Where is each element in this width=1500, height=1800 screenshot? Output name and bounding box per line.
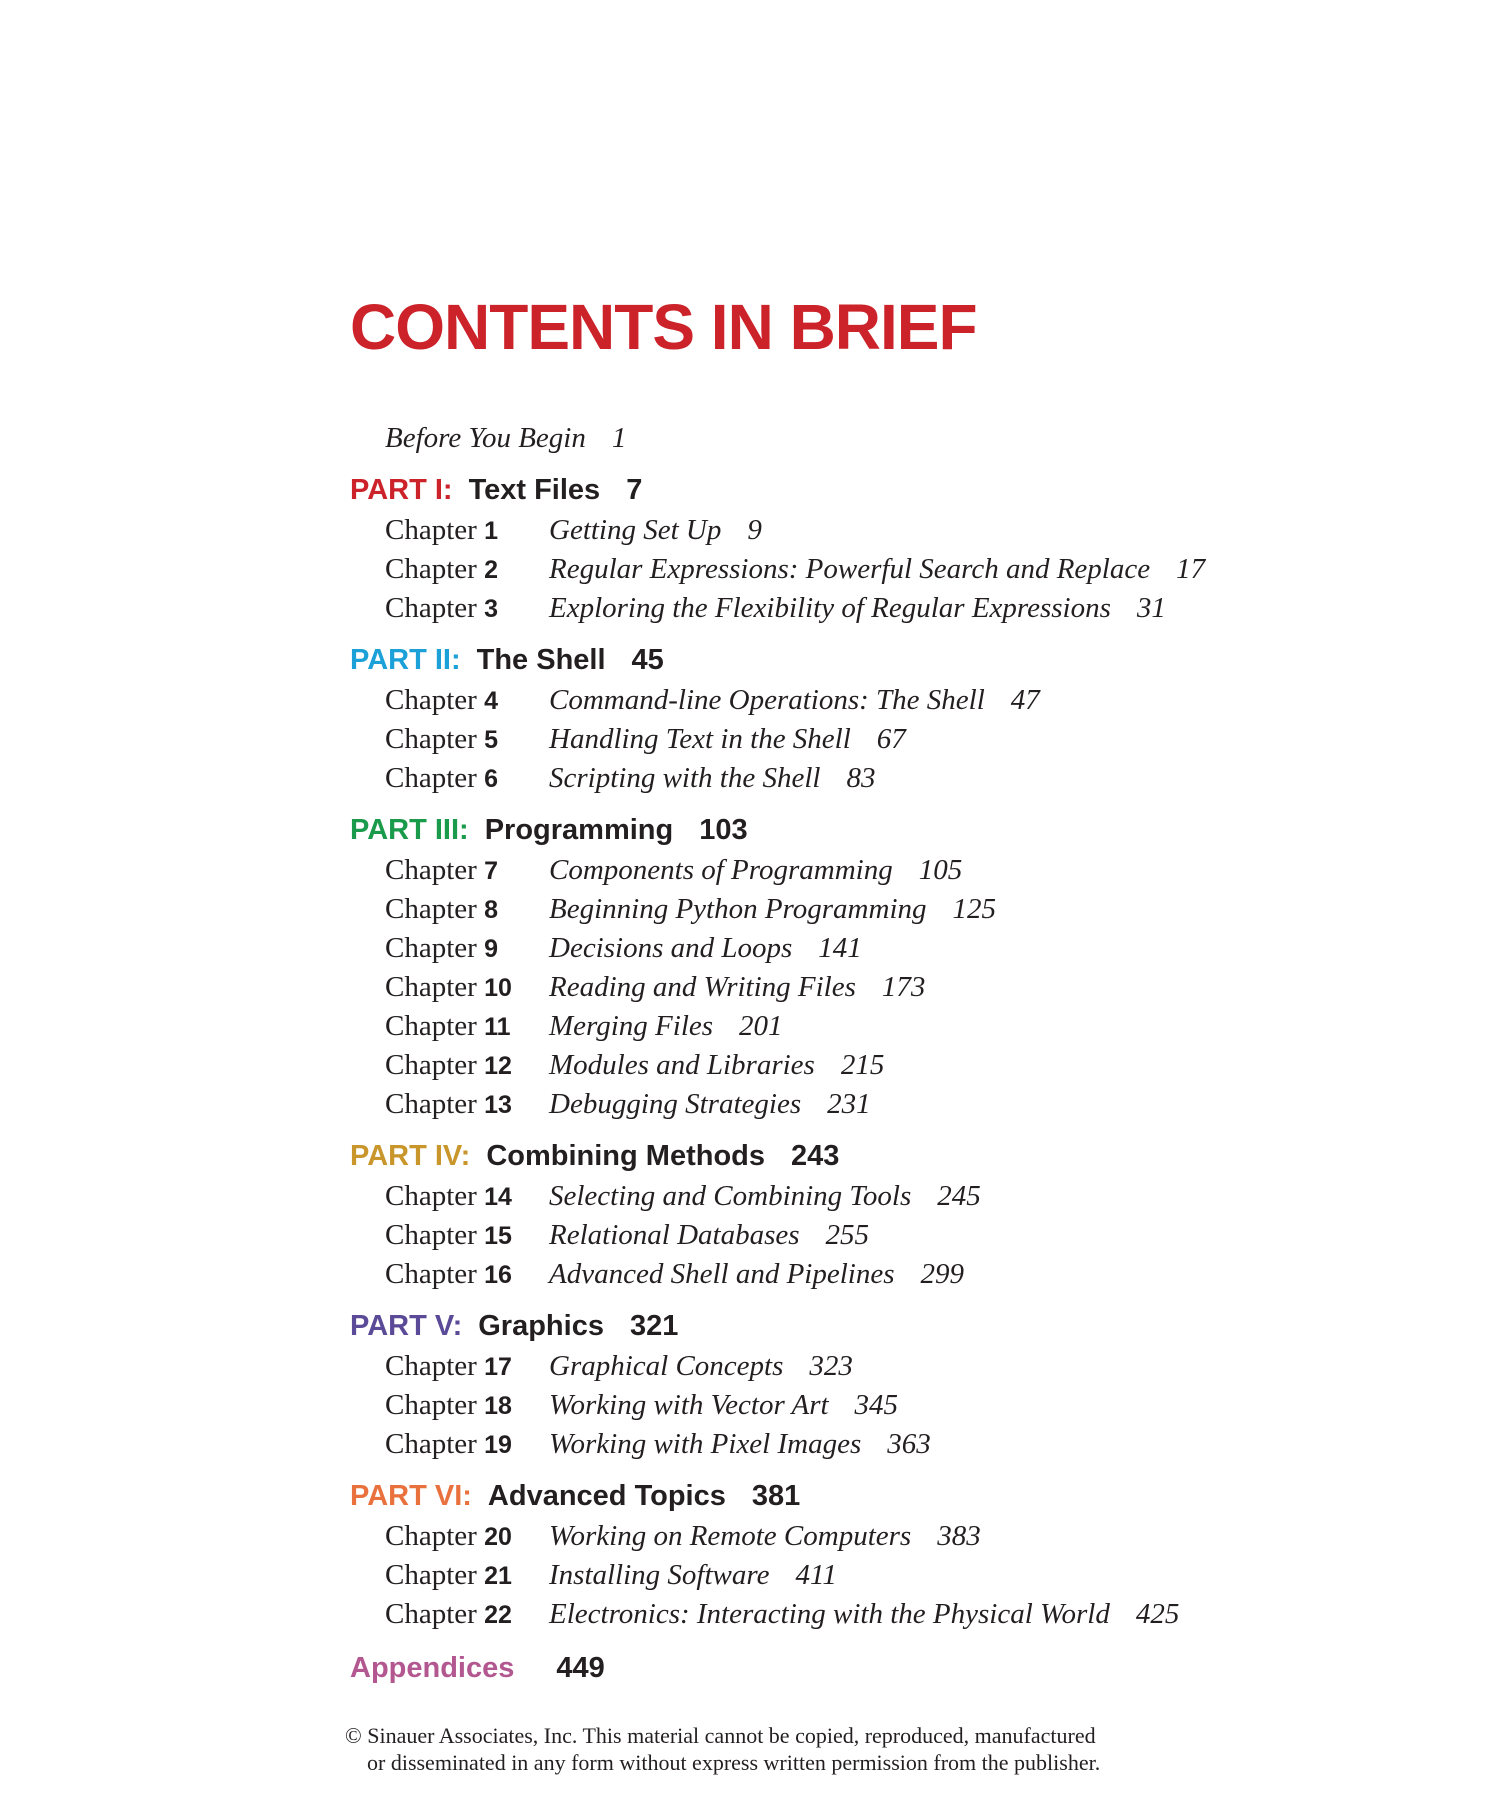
chapter-page: 47 — [1010, 684, 1040, 716]
chapter-label — [385, 1085, 549, 1124]
chapter-word: Chapter — [385, 1049, 477, 1081]
chapter-label — [385, 1347, 549, 1386]
chapter-word: Chapter — [385, 893, 477, 925]
chapter-word: Chapter — [385, 1389, 477, 1421]
chapter-label — [385, 681, 549, 720]
chapter-entry[interactable] — [385, 1216, 1350, 1255]
chapter-number: 8 — [484, 896, 498, 924]
chapter-page: 383 — [937, 1520, 981, 1552]
part-title: Programming — [484, 814, 674, 846]
chapter-number: 16 — [484, 1261, 512, 1289]
intro-page: 1 — [611, 422, 627, 454]
chapter-title: Handling Text in the Shell — [549, 723, 851, 755]
chapter-label — [385, 1556, 549, 1595]
chapter-label — [385, 1425, 549, 1464]
chapter-title: Components of Programming — [549, 854, 893, 886]
parts-list — [350, 469, 1350, 1634]
chapter-entry[interactable] — [385, 720, 1350, 759]
chapter-label — [385, 759, 549, 798]
appendices-page: 449 — [556, 1652, 605, 1684]
intro-title: Before You Begin — [385, 422, 586, 454]
chapter-title: Working with Pixel Images — [549, 1428, 862, 1460]
part-page: 243 — [791, 1140, 840, 1172]
part-label: PART IV: — [350, 1140, 471, 1172]
chapter-word: Chapter — [385, 553, 477, 585]
copyright-line-2: or disseminated in any form without express written permission from the publisher. — [367, 1750, 1101, 1775]
chapter-entry[interactable] — [385, 1595, 1350, 1634]
chapter-entry[interactable] — [385, 929, 1350, 968]
chapter-page: 105 — [918, 854, 963, 886]
chapter-title: Advanced Shell and Pipelines — [549, 1258, 895, 1290]
chapter-number: 3 — [484, 595, 498, 623]
chapter-word: Chapter — [385, 971, 477, 1003]
chapter-label — [385, 851, 549, 890]
chapter-label — [385, 1216, 549, 1255]
chapter-entry[interactable] — [385, 550, 1350, 589]
chapter-title: Reading and Writing Files — [549, 971, 856, 1003]
part-page: 103 — [699, 814, 748, 846]
chapter-title: Getting Set Up — [549, 514, 722, 546]
chapter-number: 22 — [484, 1601, 512, 1629]
part-heading[interactable] — [350, 1135, 1350, 1177]
chapter-word: Chapter — [385, 854, 477, 886]
part-title: Combining Methods — [486, 1140, 765, 1172]
appendices-entry[interactable] — [350, 1647, 1350, 1689]
chapter-label — [385, 589, 549, 628]
chapter-label — [385, 929, 549, 968]
chapter-title: Graphical Concepts — [549, 1350, 784, 1382]
part-heading[interactable] — [350, 469, 1350, 511]
part-label: PART I: — [350, 474, 453, 506]
chapter-title: Exploring the Flexibility of Regular Expressions — [549, 592, 1111, 624]
part-title: Graphics — [478, 1310, 604, 1342]
chapter-number: 1 — [484, 517, 498, 545]
part-section — [350, 1135, 1350, 1294]
chapter-page: 173 — [881, 971, 926, 1003]
chapter-number: 21 — [484, 1562, 512, 1590]
chapter-entry[interactable] — [385, 1386, 1350, 1425]
chapter-label — [385, 1177, 549, 1216]
chapter-label — [385, 550, 549, 589]
chapter-page: 245 — [937, 1180, 981, 1212]
part-label: PART VI: — [350, 1480, 472, 1512]
part-title: Advanced Topics — [487, 1480, 726, 1512]
chapter-number: 13 — [484, 1091, 512, 1119]
chapter-number: 11 — [484, 1013, 511, 1041]
chapter-entry[interactable] — [385, 1085, 1350, 1124]
chapter-title: Decisions and Loops — [549, 932, 793, 964]
chapter-page: 255 — [825, 1219, 870, 1251]
chapter-number: 5 — [484, 726, 498, 754]
chapter-page: 125 — [952, 893, 996, 925]
part-section — [350, 1475, 1350, 1634]
part-section — [350, 809, 1350, 1124]
chapter-page: 83 — [846, 762, 876, 794]
chapter-entry[interactable] — [385, 1255, 1350, 1294]
chapter-title: Modules and Libraries — [549, 1049, 815, 1081]
chapter-title: Scripting with the Shell — [549, 762, 821, 794]
chapter-word: Chapter — [385, 1559, 477, 1591]
chapter-entry[interactable] — [385, 1046, 1350, 1085]
chapter-label — [385, 890, 549, 929]
chapter-label — [385, 1386, 549, 1425]
appendices-label: Appendices — [350, 1652, 515, 1684]
chapter-label — [385, 511, 549, 550]
chapter-label — [385, 1046, 549, 1085]
chapter-entry[interactable] — [385, 681, 1350, 720]
chapter-title: Merging Files — [549, 1010, 714, 1042]
chapter-word: Chapter — [385, 514, 477, 546]
chapter-word: Chapter — [385, 723, 477, 755]
chapter-page: 363 — [887, 1428, 931, 1460]
chapter-title: Selecting and Combining Tools — [549, 1180, 912, 1212]
chapter-entry[interactable] — [385, 1177, 1350, 1216]
chapter-page: 9 — [747, 514, 762, 546]
chapter-word: Chapter — [385, 1180, 477, 1212]
chapter-number: 10 — [484, 974, 512, 1002]
chapter-page: 345 — [854, 1389, 899, 1421]
chapter-entry[interactable] — [385, 1517, 1350, 1556]
chapter-entry[interactable] — [385, 1425, 1350, 1464]
chapter-page: 141 — [818, 932, 862, 964]
chapter-page: 215 — [840, 1049, 885, 1081]
chapter-title: Relational Databases — [549, 1219, 800, 1251]
chapter-word: Chapter — [385, 762, 477, 794]
part-page: 321 — [629, 1310, 679, 1342]
table-of-contents — [350, 418, 1350, 1689]
chapter-page: 31 — [1136, 592, 1166, 624]
chapter-word: Chapter — [385, 1350, 477, 1382]
part-label: PART III: — [350, 814, 469, 846]
part-heading[interactable] — [350, 1475, 1350, 1517]
chapter-word: Chapter — [385, 1520, 477, 1552]
chapter-page: 17 — [1176, 553, 1206, 585]
part-page: 7 — [626, 474, 643, 506]
chapter-number: 4 — [484, 687, 498, 715]
chapter-number: 20 — [484, 1523, 512, 1551]
chapter-entry[interactable] — [385, 759, 1350, 798]
chapter-title: Beginning Python Programming — [549, 893, 927, 925]
chapter-title: Debugging Strategies — [549, 1088, 802, 1120]
chapter-number: 15 — [484, 1222, 512, 1250]
chapter-word: Chapter — [385, 932, 477, 964]
chapter-number: 12 — [484, 1052, 512, 1080]
chapter-word: Chapter — [385, 1010, 477, 1042]
chapter-page: 201 — [739, 1010, 783, 1042]
chapter-word: Chapter — [385, 1088, 477, 1120]
chapter-title: Installing Software — [549, 1559, 770, 1591]
chapter-number: 14 — [484, 1183, 512, 1211]
part-heading[interactable] — [350, 1305, 1350, 1347]
chapter-label — [385, 1255, 549, 1294]
part-section — [350, 469, 1350, 628]
chapter-page: 425 — [1135, 1598, 1180, 1630]
part-page: 45 — [631, 644, 664, 676]
part-section — [350, 1305, 1350, 1464]
chapter-number: 6 — [484, 765, 498, 793]
copyright-line-1: © Sinauer Associates, Inc. This material cannot be copied, reproduced, manufactured — [345, 1723, 1096, 1748]
chapter-label — [385, 968, 549, 1007]
part-label: PART II: — [350, 644, 461, 676]
chapter-page: 323 — [809, 1350, 853, 1382]
chapter-title: Regular Expressions: Powerful Search and Replace — [549, 553, 1151, 585]
chapter-word: Chapter — [385, 1219, 477, 1251]
part-section — [350, 639, 1350, 798]
copyright-notice — [345, 1722, 1175, 1776]
chapter-word: Chapter — [385, 684, 477, 716]
chapter-number: 9 — [484, 935, 498, 963]
chapter-entry[interactable] — [385, 968, 1350, 1007]
chapter-number: 2 — [484, 556, 498, 584]
chapter-title: Working with Vector Art — [549, 1389, 829, 1421]
chapter-page: 67 — [876, 723, 906, 755]
chapter-page: 299 — [920, 1258, 964, 1290]
part-title: Text Files — [468, 474, 601, 506]
part-heading[interactable] — [350, 639, 1350, 681]
chapter-entry[interactable] — [385, 890, 1350, 929]
chapter-number: 17 — [484, 1353, 512, 1381]
chapter-word: Chapter — [385, 1258, 477, 1290]
chapter-page: 411 — [795, 1559, 837, 1591]
chapter-number: 19 — [484, 1431, 512, 1459]
chapter-number: 7 — [484, 857, 498, 885]
chapter-word: Chapter — [385, 1598, 477, 1630]
chapter-word: Chapter — [385, 1428, 477, 1460]
chapter-entry[interactable] — [385, 1347, 1350, 1386]
chapter-entry[interactable] — [385, 851, 1350, 890]
chapter-entry[interactable] — [385, 511, 1350, 550]
part-heading[interactable] — [350, 809, 1350, 851]
chapter-label — [385, 1517, 549, 1556]
part-page: 381 — [751, 1480, 801, 1512]
chapter-page: 231 — [827, 1088, 871, 1120]
chapter-label — [385, 1007, 549, 1046]
chapter-title: Command-line Operations: The Shell — [549, 684, 985, 716]
intro-entry[interactable] — [385, 418, 1350, 458]
chapter-label — [385, 720, 549, 759]
part-title: The Shell — [476, 644, 606, 676]
page-title: CONTENTS IN BRIEF — [350, 291, 977, 363]
chapter-entry[interactable] — [385, 1556, 1350, 1595]
chapter-number: 18 — [484, 1392, 512, 1420]
chapter-title: Working on Remote Computers — [549, 1520, 912, 1552]
chapter-title: Electronics: Interacting with the Physical World — [549, 1598, 1110, 1630]
chapter-entry[interactable] — [385, 1007, 1350, 1046]
chapter-label — [385, 1595, 549, 1634]
part-label: PART V: — [350, 1310, 463, 1342]
chapter-entry[interactable] — [385, 589, 1350, 628]
chapter-word: Chapter — [385, 592, 477, 624]
